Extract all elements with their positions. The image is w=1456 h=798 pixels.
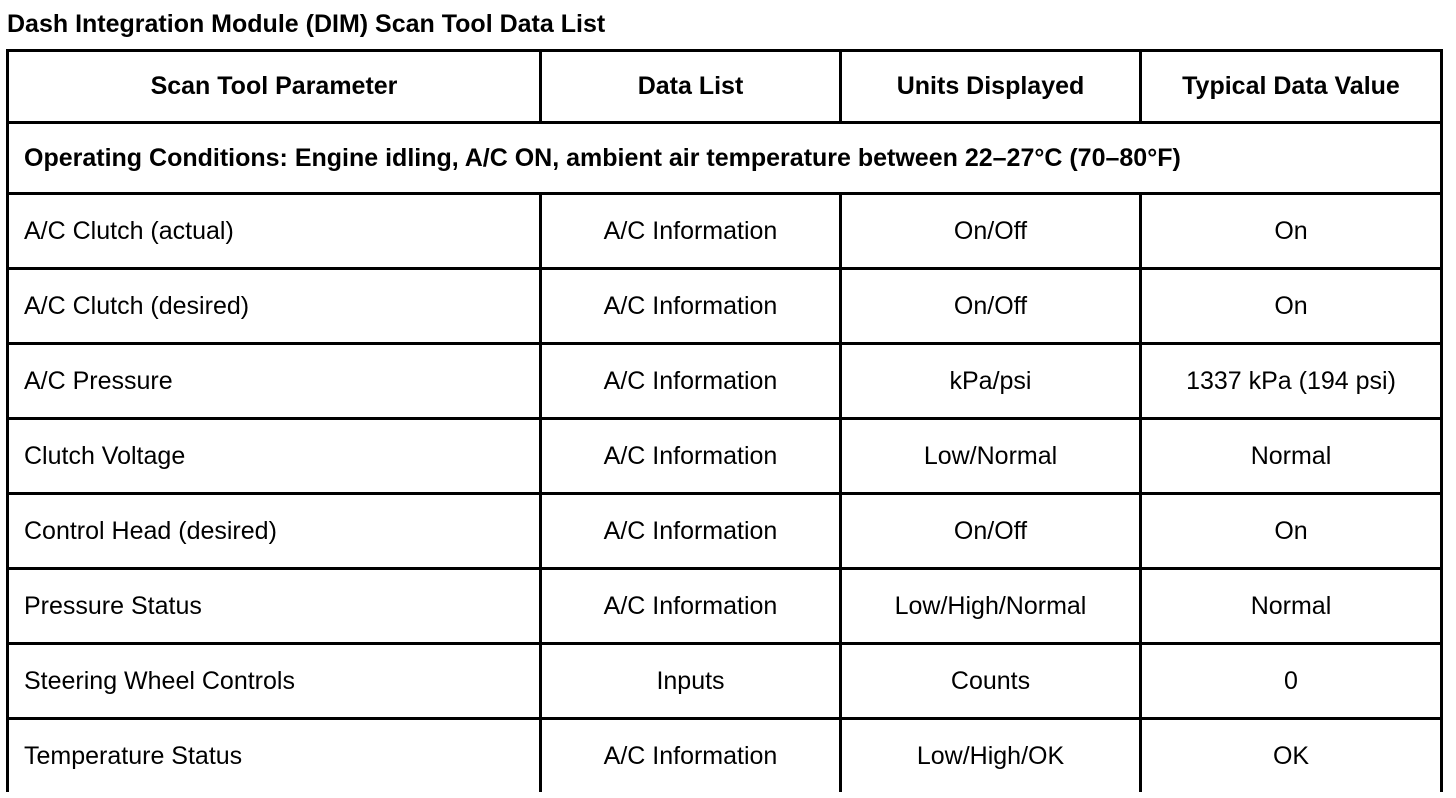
cell-parameter: Temperature Status: [8, 719, 541, 793]
cell-units: Low/High/Normal: [841, 569, 1141, 644]
table-row: [8, 194, 1442, 269]
table-row: [8, 644, 1442, 719]
table-row: [8, 419, 1442, 494]
cell-units: On/Off: [841, 194, 1141, 269]
cell-units: Low/High/OK: [841, 719, 1141, 793]
cell-typical-value: OK: [1272, 741, 1310, 770]
cell-data-list: A/C Information: [541, 344, 841, 419]
cell-data-list: A/C Information: [541, 719, 841, 793]
header-scan-tool-parameter: Scan Tool Parameter: [8, 51, 541, 123]
cell-units: Low/Normal: [841, 419, 1141, 494]
operating-conditions-text: Operating Conditions: Engine idling, A/C ON, ambient air temperature between 22–27°C (70–80°F): [8, 123, 1442, 194]
cell-parameter: Steering Wheel Controls: [8, 644, 541, 719]
table-row: [8, 494, 1442, 569]
header-data-list: Data List: [541, 51, 841, 123]
cell-data-list: A/C Information: [541, 194, 841, 269]
header-row: [8, 51, 1442, 123]
cell-data-list: A/C Information: [541, 269, 841, 344]
cell-typical-value: Normal: [1141, 569, 1442, 644]
cell-parameter: Control Head (desired): [8, 494, 541, 569]
cell-typical-value: On: [1141, 269, 1442, 344]
cell-parameter: Clutch Voltage: [8, 419, 541, 494]
operating-conditions-row: [8, 123, 1442, 194]
cell-typical-value: 1337 kPa (194 psi): [1141, 344, 1442, 419]
cell-units: On/Off: [841, 494, 1141, 569]
cell-parameter: A/C Clutch (desired): [8, 269, 541, 344]
cell-units: On/Off: [841, 269, 1141, 344]
cell-data-list: A/C Information: [541, 569, 841, 644]
cell-typical-value: Normal: [1141, 419, 1442, 494]
table-row: [8, 344, 1442, 419]
scan-tool-data-table: [6, 49, 1443, 792]
cell-units: kPa/psi: [841, 344, 1141, 419]
cell-data-list: Inputs: [541, 644, 841, 719]
cell-parameter: Pressure Status: [8, 569, 541, 644]
table-row: [8, 569, 1442, 644]
cell-data-list: A/C Information: [541, 419, 841, 494]
document-title: Dash Integration Module (DIM) Scan Tool Data List: [7, 10, 606, 38]
table-row: [8, 719, 1442, 793]
cell-typical-value: On: [1141, 494, 1442, 569]
header-typical-data-value: Typical Data Value: [1141, 51, 1442, 123]
table-row: [8, 269, 1442, 344]
cell-parameter: A/C Pressure: [8, 344, 541, 419]
cell-units: Counts: [841, 644, 1141, 719]
cell-typical-value: 0: [1141, 644, 1442, 719]
cell-data-list: A/C Information: [541, 494, 841, 569]
header-units-displayed: Units Displayed: [841, 51, 1141, 123]
cell-parameter: A/C Clutch (actual): [8, 194, 541, 269]
cell-typical-value: On: [1141, 194, 1442, 269]
